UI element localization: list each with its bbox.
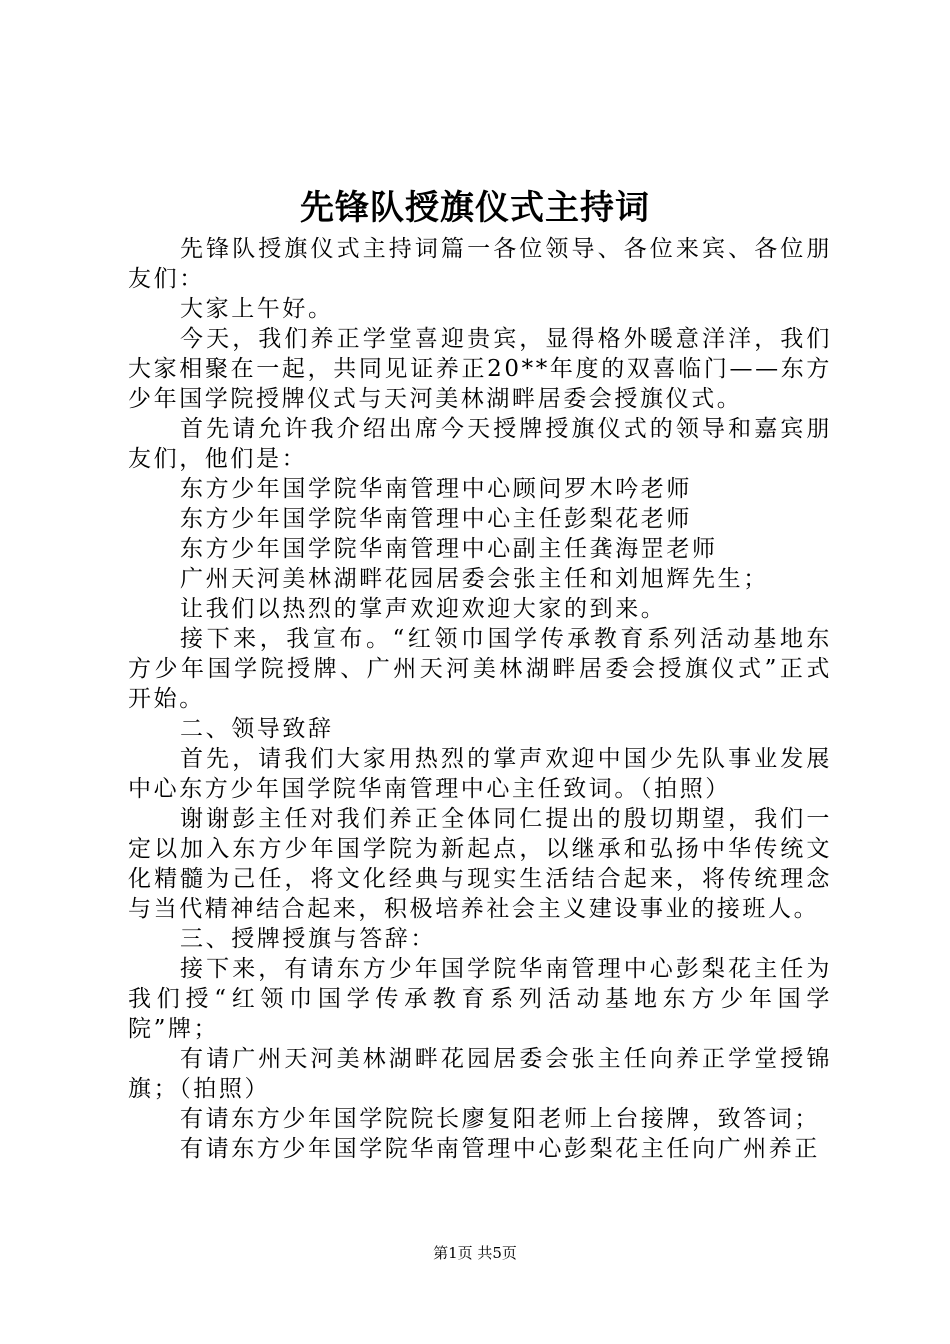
document-title: 先锋队授旗仪式主持词 [300,188,650,228]
body-paragraph: 有请广州天河美林湖畔花园居委会张主任向养正学堂授锦旗；（拍照） [128,1046,832,1102]
body-paragraph: 首先请允许我介绍出席今天授牌授旗仪式的领导和嘉宾朋友们，他们是： [128,416,832,472]
body-paragraph: 谢谢彭主任对我们养正全体同仁提出的殷切期望，我们一定以加入东方少年国学院为新起点，以继承和弘扬中华传统文化精髓为己任，将文化经典与现实生活结合起来，将传统理念与当代精神结合起来，积极培养社会主义建设事业的接班人。 [128,806,832,922]
guest-list-item: 东方少年国学院华南管理中心主任彭梨花老师 [180,506,692,532]
document-body [128,234,832,1164]
body-paragraph: 有请东方少年国学院华南管理中心彭梨花主任向广州养正 [180,1136,820,1162]
body-paragraph: 先锋队授旗仪式主持词篇一各位领导、各位来宾、各位朋友们： [128,236,832,292]
section-heading: 三、授牌授旗与答辞： [180,926,436,952]
body-paragraph: 让我们以热烈的掌声欢迎欢迎大家的到来。 [180,596,667,622]
body-paragraph: 接下来，有请东方少年国学院华南管理中心彭梨花主任为我们授“红领巾国学传承教育系列活动基地东方少年国学院”牌； [128,956,832,1042]
guest-list-item: 东方少年国学院华南管理中心副主任龚海罡老师 [180,536,718,562]
body-paragraph: 有请东方少年国学院院长廖复阳老师上台接牌，致答词； [180,1106,820,1132]
body-paragraph: 接下来，我宣布。“红领巾国学传承教育系列活动基地东方少年国学院授牌、广州天河美林湖畔居委会授旗仪式”正式开始。 [128,626,832,712]
page-number-footer: 第1页 共5页 [433,1244,517,1262]
body-paragraph: 大家上午好。 [180,296,334,322]
section-heading: 二、领导致辞 [180,716,334,742]
body-paragraph: 今天，我们养正学堂喜迎贵宾，显得格外暖意洋洋，我们大家相聚在一起，共同见证养正20**年度的双喜临门——东方少年国学院授牌仪式与天河美林湖畔居委会授旗仪式。 [128,326,832,412]
body-paragraph: 首先，请我们大家用热烈的掌声欢迎中国少先队事业发展中心东方少年国学院华南管理中心主任致词。（拍照） [128,746,832,802]
guest-list-item: 东方少年国学院华南管理中心顾问罗木吟老师 [180,476,692,502]
guest-list-item: 广州天河美林湖畔花园居委会张主任和刘旭辉先生； [180,566,769,592]
